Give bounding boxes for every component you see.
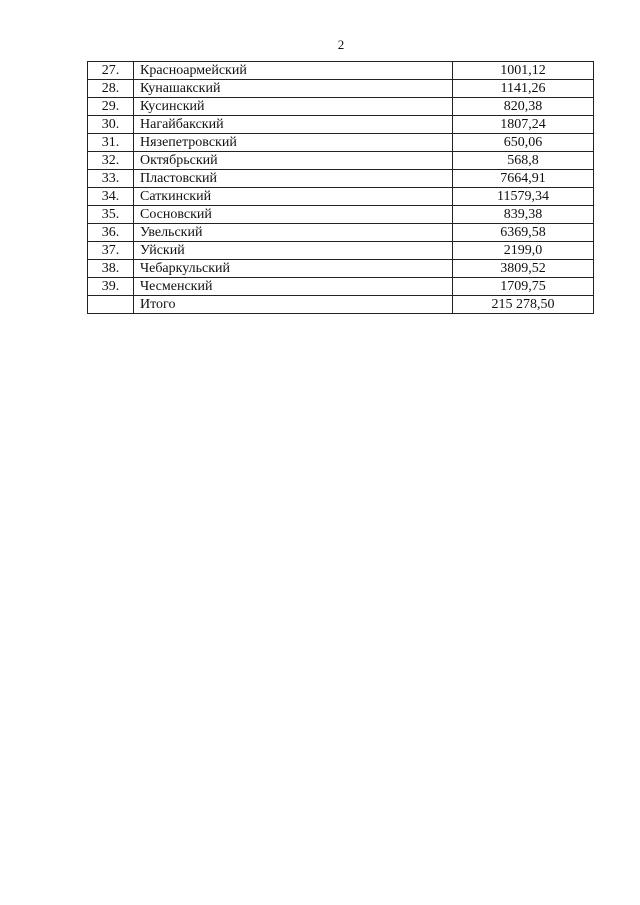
table-row [88, 80, 594, 98]
amount-value: 2199,0 [453, 242, 594, 260]
row-number: 36. [88, 224, 134, 242]
row-number: 33. [88, 170, 134, 188]
district-name: Нязепетровский [134, 134, 453, 152]
district-name: Сосновский [134, 206, 453, 224]
table-row [88, 62, 594, 80]
amount-value: 820,38 [453, 98, 594, 116]
amount-value: 650,06 [453, 134, 594, 152]
table-row [88, 188, 594, 206]
table-row [88, 242, 594, 260]
amount-value: 1807,24 [453, 116, 594, 134]
table-row [88, 278, 594, 296]
row-number: 27. [88, 62, 134, 80]
district-name: Кунашакский [134, 80, 453, 98]
district-name: Красноармейский [134, 62, 453, 80]
district-name: Чесменский [134, 278, 453, 296]
district-name: Саткинский [134, 188, 453, 206]
amount-value: 7664,91 [453, 170, 594, 188]
district-name: Чебаркульский [134, 260, 453, 278]
page-number: 2 [337, 37, 345, 52]
total-row [88, 296, 594, 314]
row-number: 38. [88, 260, 134, 278]
amount-value: 1001,12 [453, 62, 594, 80]
district-name: Увельский [134, 224, 453, 242]
row-number: 39. [88, 278, 134, 296]
table-row [88, 206, 594, 224]
district-name: Кусинский [134, 98, 453, 116]
amount-value: 11579,34 [453, 188, 594, 206]
data-table [87, 61, 594, 314]
amount-value: 568,8 [453, 152, 594, 170]
row-number: 37. [88, 242, 134, 260]
row-number: 34. [88, 188, 134, 206]
district-name: Нагайбакский [134, 116, 453, 134]
amount-value: 6369,58 [453, 224, 594, 242]
row-number: 30. [88, 116, 134, 134]
table-row [88, 98, 594, 116]
total-row-number [88, 296, 134, 314]
row-number: 31. [88, 134, 134, 152]
amount-value: 1141,26 [453, 80, 594, 98]
table-row [88, 170, 594, 188]
table-row [88, 134, 594, 152]
table-row [88, 116, 594, 134]
table-row [88, 152, 594, 170]
district-name: Пластовский [134, 170, 453, 188]
district-name: Уйский [134, 242, 453, 260]
total-value: 215 278,50 [453, 296, 594, 314]
table-row [88, 224, 594, 242]
row-number: 32. [88, 152, 134, 170]
district-name: Октябрьский [134, 152, 453, 170]
row-number: 29. [88, 98, 134, 116]
amount-value: 1709,75 [453, 278, 594, 296]
amount-value: 839,38 [453, 206, 594, 224]
row-number: 28. [88, 80, 134, 98]
amount-value: 3809,52 [453, 260, 594, 278]
total-label: Итого [134, 296, 453, 314]
table-row [88, 260, 594, 278]
row-number: 35. [88, 206, 134, 224]
